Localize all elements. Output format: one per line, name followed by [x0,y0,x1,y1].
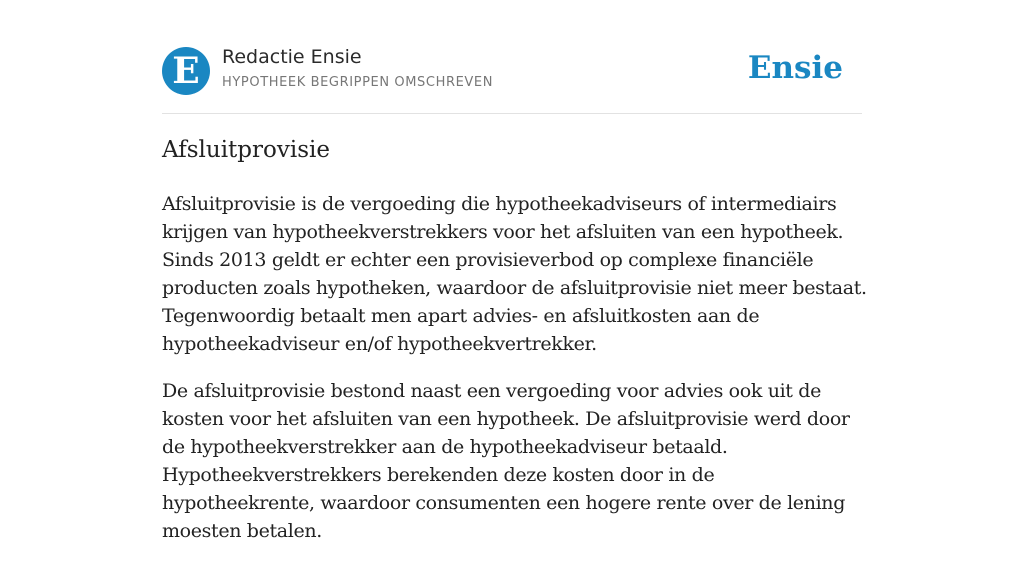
article-title: Afsluitprovisie [162,137,330,163]
brand-logo[interactable]: Ensie [747,50,843,86]
category-tags[interactable]: HYPOTHEEK BEGRIPPEN OMSCHREVEN [222,75,494,90]
author-name[interactable]: Redactie Ensie [222,46,362,68]
article-paragraph: Afsluitprovisie is de vergoeding die hypotheekadviseurs of intermediairs krijgen van hypotheekverstrekkers voor het afsluiten van een hypotheek. Sinds 2013 geldt er echter een provisieverbod op complexe financiële producten zoals hypotheken, waardoor de afsluitprovisie niet meer bestaat. Tegenwoordig betaalt men apart advies- en afsluitkosten aan de hypotheekadviseur en/of hypotheekvertrekker. [162,193,867,355]
ensie-logo-avatar[interactable]: E [162,47,210,95]
article-body [162,190,867,564]
article-paragraph: De afsluitprovisie bestond naast een vergoeding voor advies ook uit de kosten voor het afsluiten van een hypotheek. De afsluitprovisie werd door de hypotheekverstrekker aan de hypotheekadviseur betaald. Hypotheekverstrekkers berekenden deze kosten door in de hypotheekrente, waardoor consumenten een hogere rente over de lening moesten betalen. [162,380,850,542]
author-header [162,44,862,114]
